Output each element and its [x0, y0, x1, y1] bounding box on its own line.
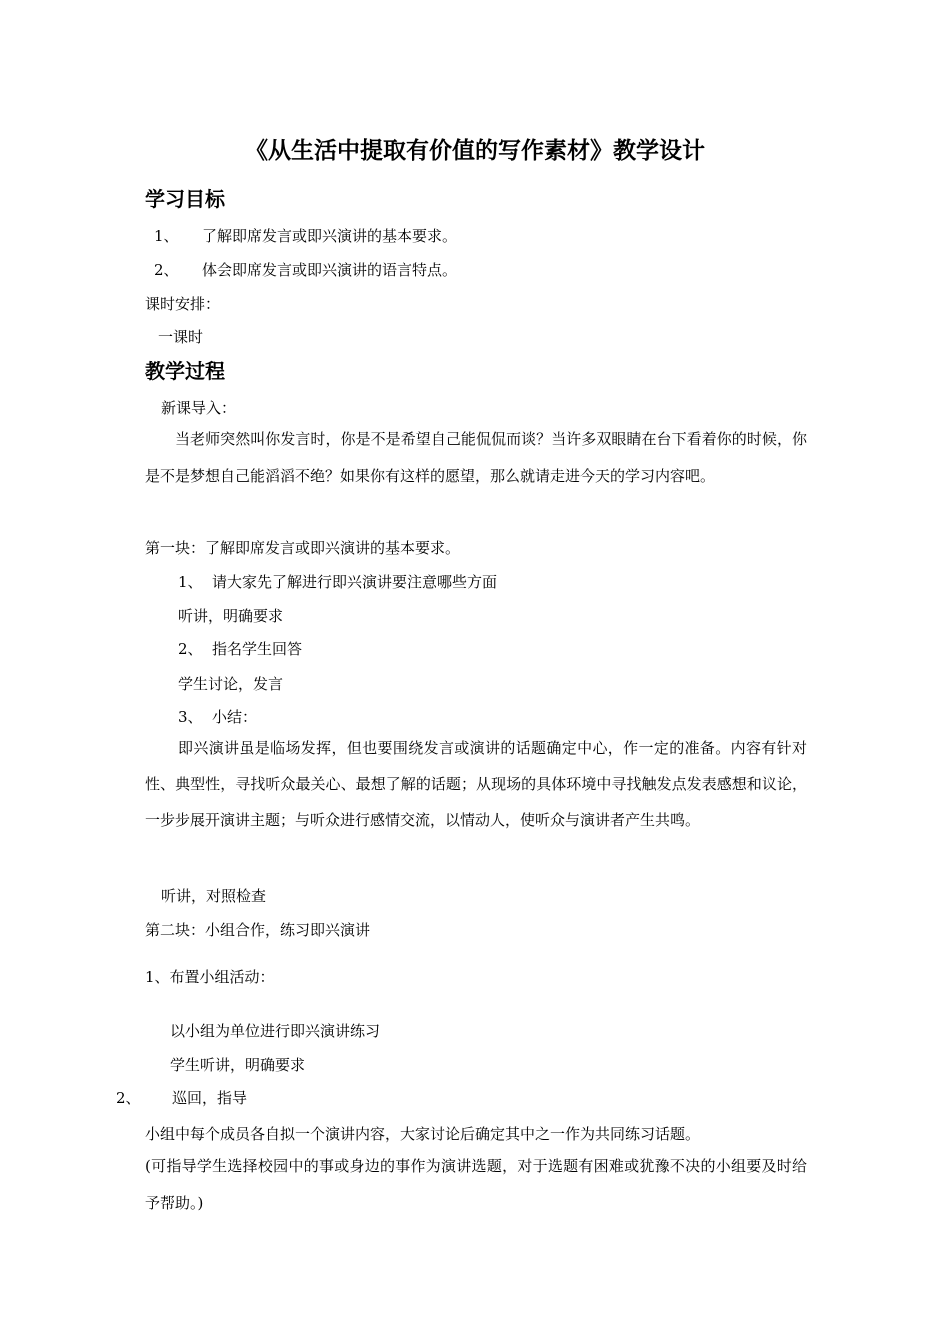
process-heading: 教学过程 — [145, 359, 225, 383]
block1-step2-note: 学生讨论，发言 — [178, 675, 284, 693]
block1-heading: 第一块：了解即席发言或即兴演讲的基本要求。 — [145, 539, 461, 557]
block2-paragraph-1: 小组中每个成员各自拟一个演讲内容，大家讨论后确定其中之一作为共同练习话题。 — [145, 1125, 701, 1143]
objective-1-text: 了解即席发言或即兴演讲的基本要求。 — [202, 227, 458, 245]
objectives-heading: 学习目标 — [145, 187, 225, 211]
block1-step1-text: 请大家先了解进行即兴演讲要注意哪些方面 — [212, 573, 498, 591]
intro-label: 新课导入： — [161, 399, 237, 417]
objective-2-number: 2、 — [154, 261, 179, 279]
objective-1-number: 1、 — [154, 227, 179, 245]
block1-step3-number: 3、 — [178, 708, 203, 726]
block2-step1-line1: 以小组为单位进行即兴演讲练习 — [170, 1022, 381, 1040]
block2-paragraph-2: (可指导学生选择校园中的事或身边的事作为演讲选题，对于选题有困难或犹豫不决的小组要及时给予帮助。) — [145, 1157, 807, 1212]
block2-step1: 1、布置小组活动： — [145, 968, 275, 986]
block1-step1-note: 听讲，明确要求 — [178, 607, 284, 625]
block2-step1-line2: 学生听讲，明确要求 — [170, 1056, 306, 1074]
block1-after-note: 听讲，对照检查 — [161, 887, 267, 905]
block1-step1-number: 1、 — [178, 573, 203, 591]
block2-step2-number: 2、 — [116, 1089, 141, 1107]
page-title: 《从生活中提取有价值的写作素材》教学设计 — [245, 138, 705, 164]
objective-2-text: 体会即席发言或即兴演讲的语言特点。 — [202, 261, 458, 279]
schedule-label: 课时安排： — [145, 295, 221, 313]
block1-summary: 即兴演讲虽是临场发挥，但也要围绕发言或演讲的话题确定中心，作一定的准备。内容有针对性、典型性，寻找听众最关心、最想了解的话题；从现场的具体环境中寻找触发点发表感想和议论，一步步展开演讲主题；与听众进行感情交流，以情动人，使听众与演讲者产生共鸣。 — [145, 739, 807, 829]
block2-heading: 第二块：小组合作，练习即兴演讲 — [145, 921, 371, 939]
block1-step2-number: 2、 — [178, 640, 203, 658]
intro-paragraph: 当老师突然叫你发言时，你是不是希望自己能侃侃而谈？当许多双眼睛在台下看着你的时候，你是不是梦想自己能滔滔不绝？如果你有这样的愿望，那么就请走进今天的学习内容吧。 — [145, 430, 807, 485]
schedule-value: 一课时 — [158, 328, 204, 346]
block1-step3-text: 小结： — [212, 708, 258, 726]
block2-step2-text: 巡回，指导 — [172, 1089, 248, 1107]
block1-step2-text: 指名学生回答 — [212, 640, 303, 658]
